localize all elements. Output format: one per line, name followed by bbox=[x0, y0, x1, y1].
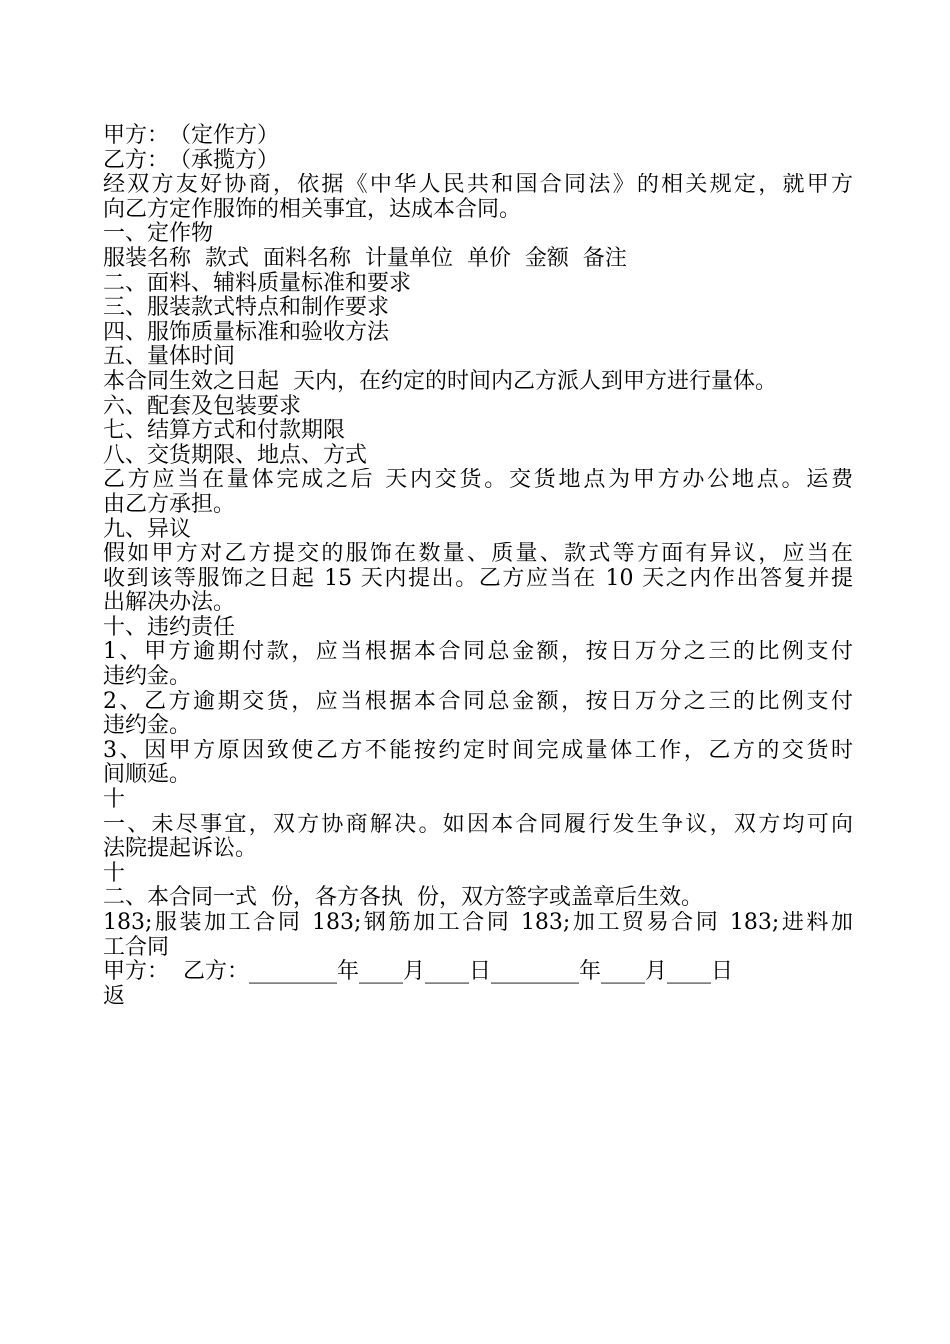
document-line: 由乙方承担。 bbox=[103, 491, 236, 517]
document-line: 法院提起诉讼。 bbox=[103, 836, 258, 862]
document-line: 收到该等服饰之日起 15 天内提出。乙方应当在 10 天之内作出答复并提 bbox=[103, 566, 853, 591]
document-line: 1、甲方逾期付款，应当根据本合同总金额，按日万分之三的比例支付 bbox=[103, 640, 853, 665]
document-line: 五、量体时间 bbox=[103, 344, 236, 370]
document-line: 八、交货期限、地点、方式 bbox=[103, 442, 368, 468]
document-line: 七、结算方式和付款期限 bbox=[103, 418, 346, 444]
document-line: 2、乙方逾期交货，应当根据本合同总金额，按日万分之三的比例支付 bbox=[103, 689, 853, 714]
document-line: 二、本合同一式 份，各方各执 份，双方签字或盖章后生效。 bbox=[103, 885, 703, 911]
document-line: 本合同生效之日起 天内，在约定的时间内乙方派人到甲方进行量体。 bbox=[103, 368, 777, 394]
document-line: 乙方应当在量体完成之后 天内交货。交货地点为甲方办公地点。运费 bbox=[103, 468, 853, 493]
document-line: 一、定作物 bbox=[103, 221, 214, 247]
document-line: 甲方： （定作方） bbox=[103, 123, 280, 148]
document-line: 六、配套及包装要求 bbox=[103, 393, 302, 419]
document-line: 一、未尽事宜，双方协商解决。如因本合同履行发生争议，双方均可向 bbox=[103, 812, 853, 837]
document-line: 假如甲方对乙方提交的服饰在数量、质量、款式等方面有异议，应当在 bbox=[103, 542, 853, 567]
document-line: 违约金。 bbox=[103, 664, 192, 690]
document-line: 3、因甲方原因致使乙方不能按约定时间完成量体工作，乙方的交货时 bbox=[103, 738, 853, 763]
document-line: 十、违约责任 bbox=[103, 614, 236, 640]
document-line: 工合同 bbox=[103, 934, 170, 960]
document-line: 经双方友好协商，依据《中华人民共和国合同法》的相关规定，就甲方 bbox=[103, 173, 853, 198]
document-line: 甲方： 乙方：________年____月____日________年____月____日 bbox=[103, 959, 733, 985]
document-line: 乙方： （承揽方） bbox=[103, 147, 280, 173]
document-line: 服装名称 款式 面料名称 计量单位 单价 金额 备注 bbox=[103, 245, 627, 271]
document-line: 四、服饰质量标准和验收方法 bbox=[103, 319, 390, 345]
document-line: 三、服装款式特点和制作要求 bbox=[103, 295, 390, 321]
document-line: 183;服装加工合同 183;钢筋加工合同 183;加工贸易合同 183;进料加 bbox=[103, 911, 853, 935]
document-line: 二、面料、辅料质量标准和要求 bbox=[103, 270, 412, 296]
document-line: 十 bbox=[103, 787, 126, 813]
document-line: 十 bbox=[103, 860, 126, 886]
document-line: 向乙方定作服饰的相关事宜，达成本合同。 bbox=[103, 196, 522, 222]
document-line: 间顺延。 bbox=[103, 762, 192, 788]
document-line: 出解决办法。 bbox=[103, 590, 236, 616]
contract-document bbox=[103, 124, 853, 1009]
document-line: 返 bbox=[103, 983, 126, 1009]
document-line: 九、异议 bbox=[103, 516, 192, 542]
document-line: 违约金。 bbox=[103, 713, 192, 739]
